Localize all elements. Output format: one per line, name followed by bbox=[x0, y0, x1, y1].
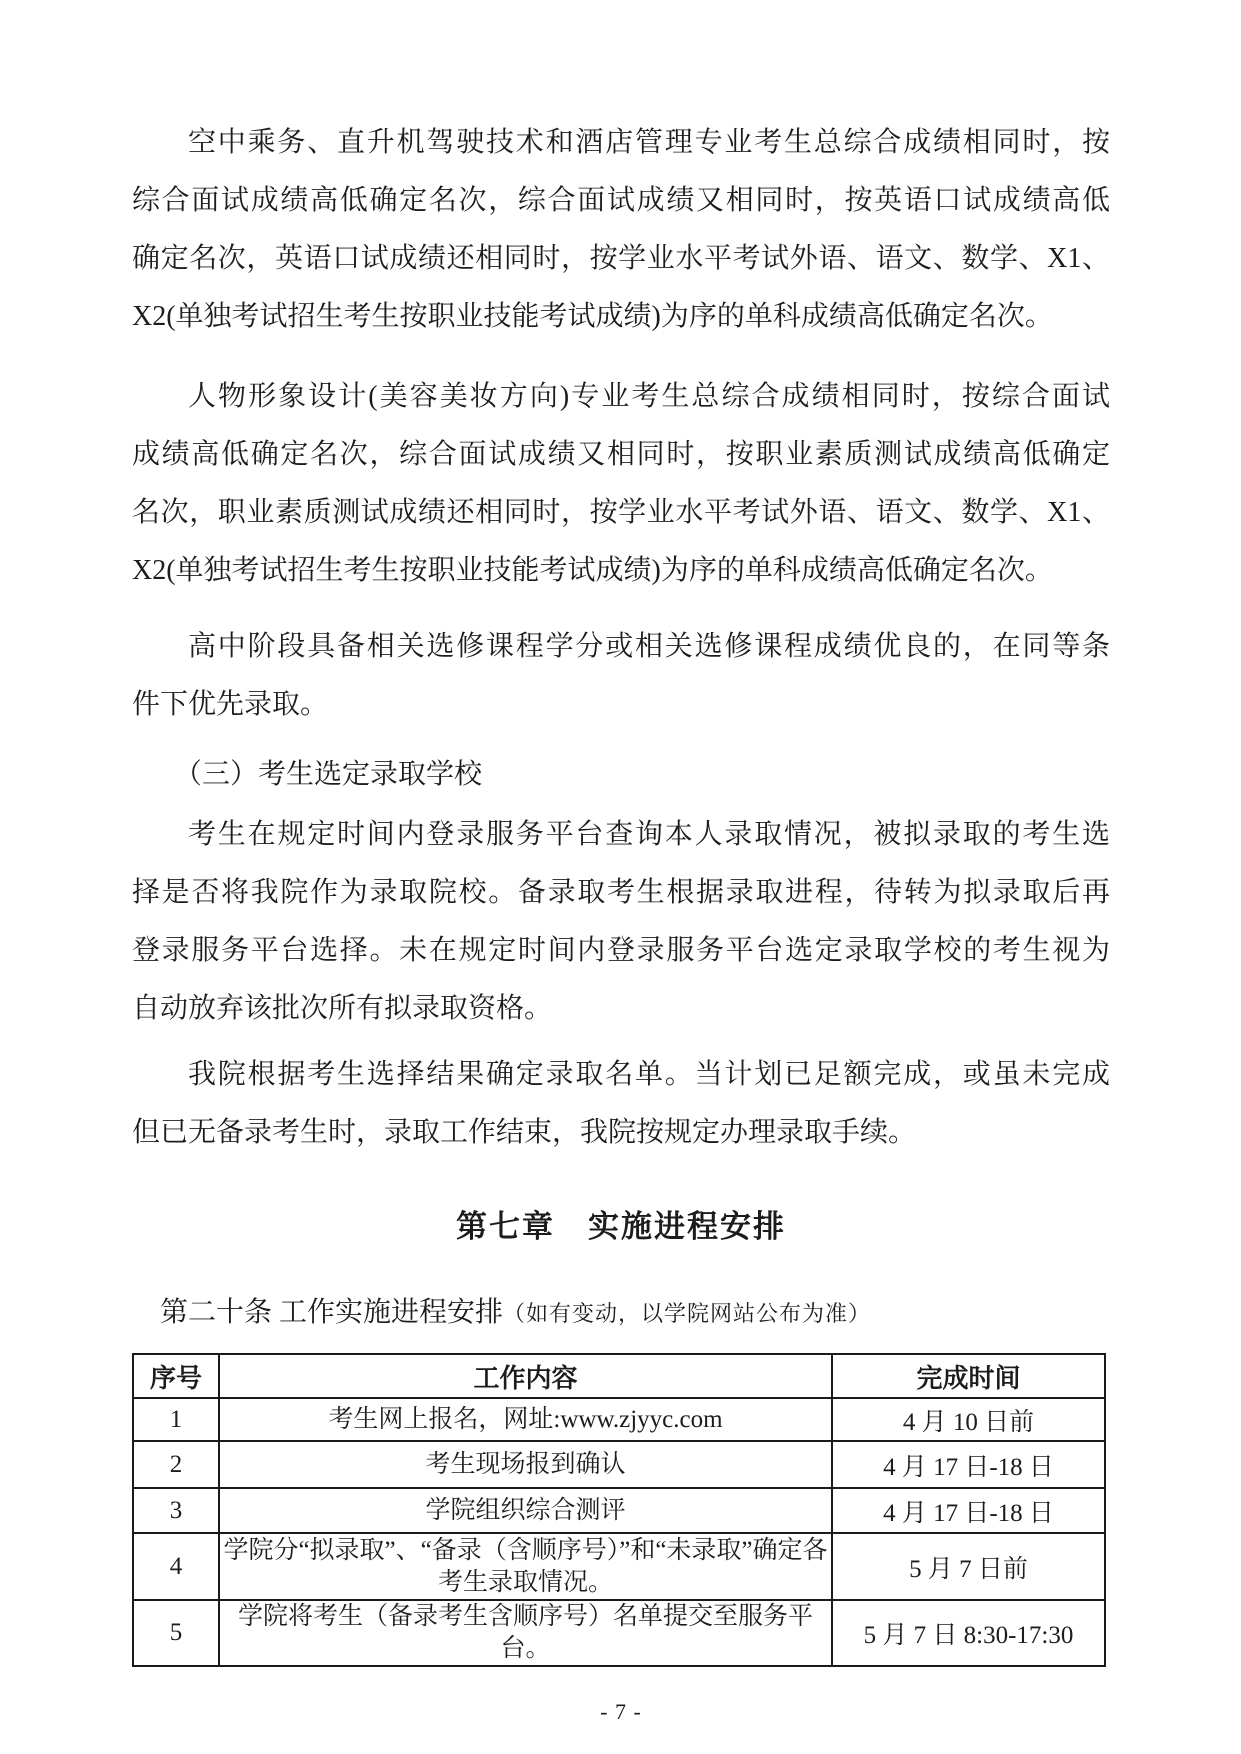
text-line: 择是否将我院作为录取院校。备录取考生根据录取进程，待转为拟录取后再 bbox=[132, 877, 1110, 908]
cell-seq: 4 bbox=[133, 1533, 219, 1600]
text-line: 人物形象设计(美容美妆方向)专业考生总综合成绩相同时，按综合面试 bbox=[188, 381, 1110, 412]
cell-time: 5 月 7 日 8:30-17:30 bbox=[832, 1600, 1105, 1666]
text-line: 考生在规定时间内登录服务平台查询本人录取情况，被拟录取的考生选 bbox=[188, 819, 1110, 850]
cell-seq: 5 bbox=[133, 1600, 219, 1666]
paragraph-tiebreak-aviation bbox=[132, 114, 1110, 346]
text-line: 确定名次，英语口试成绩还相同时，按学业水平考试外语、语文、数学、X1、 bbox=[132, 243, 1110, 274]
article-title: 第二十条 工作实施进程安排 bbox=[160, 1297, 504, 1328]
chapter-heading: 第七章 实施进程安排 bbox=[456, 1209, 786, 1244]
table-row bbox=[133, 1441, 1105, 1488]
paragraph-candidate-school-selection bbox=[132, 806, 1110, 1038]
paragraph-admission-list bbox=[132, 1046, 1110, 1162]
cell-seq: 3 bbox=[133, 1488, 219, 1533]
cell-task: 学院组织综合测评 bbox=[219, 1488, 832, 1533]
header-cell-time: 完成时间 bbox=[832, 1354, 1105, 1398]
cell-task: 考生网上报名，网址:www.zjyyc.com bbox=[219, 1398, 832, 1441]
cell-seq: 1 bbox=[133, 1398, 219, 1441]
cell-seq: 2 bbox=[133, 1441, 219, 1488]
article-note: （如有变动，以学院网站公布为准） bbox=[503, 1301, 872, 1326]
text-line: 名次，职业素质测试成绩还相同时，按学业水平考试外语、语文、数学、X1、 bbox=[132, 497, 1110, 528]
text-line: X2(单独考试招生考生按职业技能考试成绩)为序的单科成绩高低确定名次。 bbox=[132, 301, 1053, 332]
cell-time: 5 月 7 日前 bbox=[832, 1533, 1105, 1600]
text-line: X2(单独考试招生考生按职业技能考试成绩)为序的单科成绩高低确定名次。 bbox=[132, 555, 1053, 586]
text-line: 空中乘务、直升机驾驶技术和酒店管理专业考生总综合成绩相同时，按 bbox=[188, 127, 1110, 158]
cell-task: 考生现场报到确认 bbox=[219, 1441, 832, 1488]
text-line: 综合面试成绩高低确定名次，综合面试成绩又相同时，按英语口试成绩高低 bbox=[132, 185, 1110, 216]
paragraph-elective-priority bbox=[132, 618, 1110, 734]
cell-task: 学院分“拟录取”、“备录（含顺序号）”和“未录取”确定各考生录取情况。 bbox=[219, 1533, 832, 1600]
page-number: - 7 - bbox=[600, 1699, 642, 1724]
cell-time: 4 月 17 日-18 日 bbox=[832, 1488, 1105, 1533]
text-line: 成绩高低确定名次，综合面试成绩又相同时，按职业素质测试成绩高低确定 bbox=[132, 439, 1110, 470]
text-line: 自动放弃该批次所有拟录取资格。 bbox=[132, 993, 553, 1024]
text-line: 登录服务平台选择。未在规定时间内登录服务平台选定录取学校的考生视为 bbox=[132, 935, 1110, 966]
subsection-heading-three bbox=[132, 746, 1110, 804]
header-cell-task: 工作内容 bbox=[219, 1354, 832, 1398]
header-cell-seq: 序号 bbox=[133, 1354, 219, 1398]
text-line: （三）考生选定录取学校 bbox=[174, 759, 483, 790]
table-row bbox=[133, 1533, 1105, 1600]
table-row bbox=[133, 1600, 1105, 1666]
text-line: 件下优先录取。 bbox=[132, 689, 329, 720]
cell-time: 4 月 17 日-18 日 bbox=[832, 1441, 1105, 1488]
text-line: 我院根据考生选择结果确定录取名单。当计划已足额完成，或虽未完成 bbox=[188, 1059, 1110, 1090]
schedule-table bbox=[132, 1353, 1106, 1667]
document-body bbox=[132, 0, 1110, 1727]
table-header-row bbox=[133, 1354, 1105, 1398]
text-line: 高中阶段具备相关选修课程学分或相关选修课程成绩优良的，在同等条 bbox=[188, 631, 1110, 662]
article-heading bbox=[132, 1284, 1110, 1342]
table-row bbox=[133, 1398, 1105, 1441]
cell-task: 学院将考生（备录考生含顺序号）名单提交至服务平台。 bbox=[219, 1600, 832, 1666]
paragraph-tiebreak-image-design bbox=[132, 368, 1110, 600]
table-row bbox=[133, 1488, 1105, 1533]
cell-time: 4 月 10 日前 bbox=[832, 1398, 1105, 1441]
text-line: 但已无备录考生时，录取工作结束，我院按规定办理录取手续。 bbox=[132, 1117, 917, 1148]
